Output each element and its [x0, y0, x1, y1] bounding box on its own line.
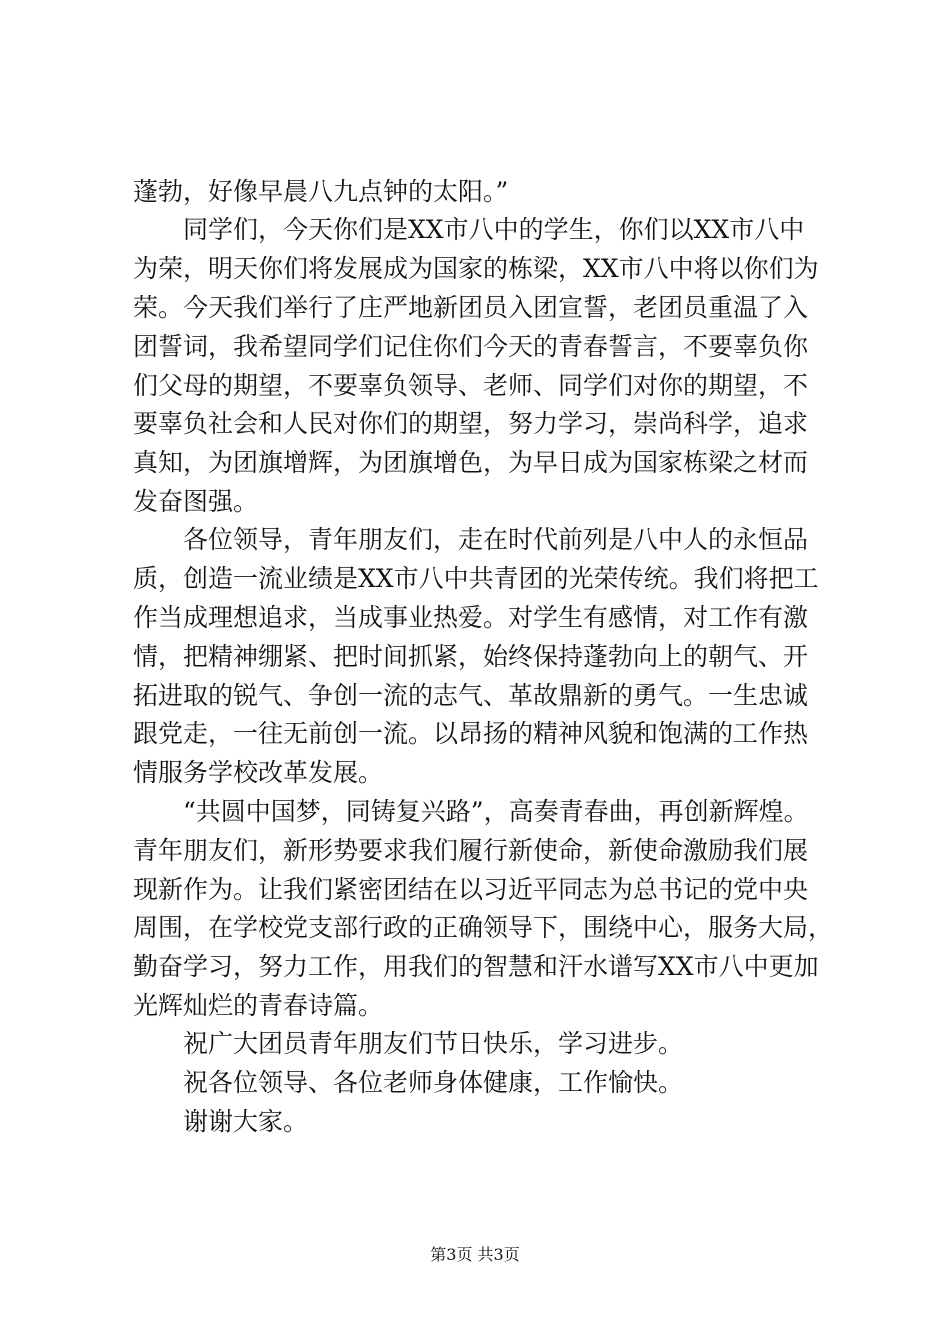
text-line: 勤奋学习，努力工作，用我们的智慧和汗水谱写XX市八中更加 [133, 952, 819, 981]
text-line: 发奋图强。 [133, 487, 259, 516]
text-line: 情服务学校改革发展。 [133, 758, 384, 787]
text-line: 同学们，今天你们是XX市八中的学生，你们以XX市八中 [133, 215, 805, 244]
text-line: 祝各位领导、各位老师身体健康，工作愉快。 [133, 1068, 684, 1097]
text-line: 周围，在学校党支部行政的正确领导下，围绕中心，服务大局， [133, 913, 834, 942]
text-line: 各位领导，青年朋友们，走在时代前列是八中人的永恒品 [133, 525, 809, 554]
text-line: “共圆中国梦，同铸复兴路”，高奏青春曲，再创新辉煌。 [133, 797, 809, 826]
text-line: 质，创造一流业绩是XX市八中共青团的光荣传统。我们将把工 [133, 564, 819, 593]
text-line: 谢谢大家。 [133, 1107, 309, 1136]
text-line: 祝广大团员青年朋友们节日快乐，学习进步。 [133, 1029, 684, 1058]
text-line: 青年朋友们，新形势要求我们履行新使命，新使命激励我们展 [133, 836, 809, 865]
text-line: 真知，为团旗增辉，为团旗增色，为早日成为国家栋梁之材而 [133, 448, 809, 477]
text-line: 光辉灿烂的青春诗篇。 [133, 991, 384, 1020]
text-line: 们父母的期望，不要辜负领导、老师、同学们对你的期望，不 [133, 371, 809, 400]
text-line: 荣。今天我们举行了庄严地新团员入团宣誓，老团员重温了入 [133, 293, 809, 322]
text-line: 情，把精神绷紧、把时间抓紧，始终保持蓬勃向上的朝气、开 [133, 642, 809, 671]
text-line: 团誓词，我希望同学们记住你们今天的青春誓言，不要辜负你 [133, 332, 809, 361]
text-line: 作当成理想追求，当成事业热爱。对学生有感情，对工作有激 [133, 603, 809, 632]
text-line: 蓬勃，好像早晨八九点钟的太阳。” [133, 177, 509, 206]
text-line: 为荣，明天你们将发展成为国家的栋梁，XX市八中将以你们为 [133, 254, 819, 283]
page-number: 第3页 共3页 [430, 1245, 520, 1264]
text-line: 要辜负社会和人民对你们的期望，努力学习，崇尚科学，追求 [133, 409, 809, 438]
text-line: 拓进取的锐气、争创一流的志气、革故鼎新的勇气。一生忠诚 [133, 681, 809, 710]
text-line: 现新作为。让我们紧密团结在以习近平同志为总书记的党中央 [133, 875, 809, 904]
text-line: 跟党走，一往无前创一流。以昂扬的精神风貌和饱满的工作热 [133, 719, 809, 748]
